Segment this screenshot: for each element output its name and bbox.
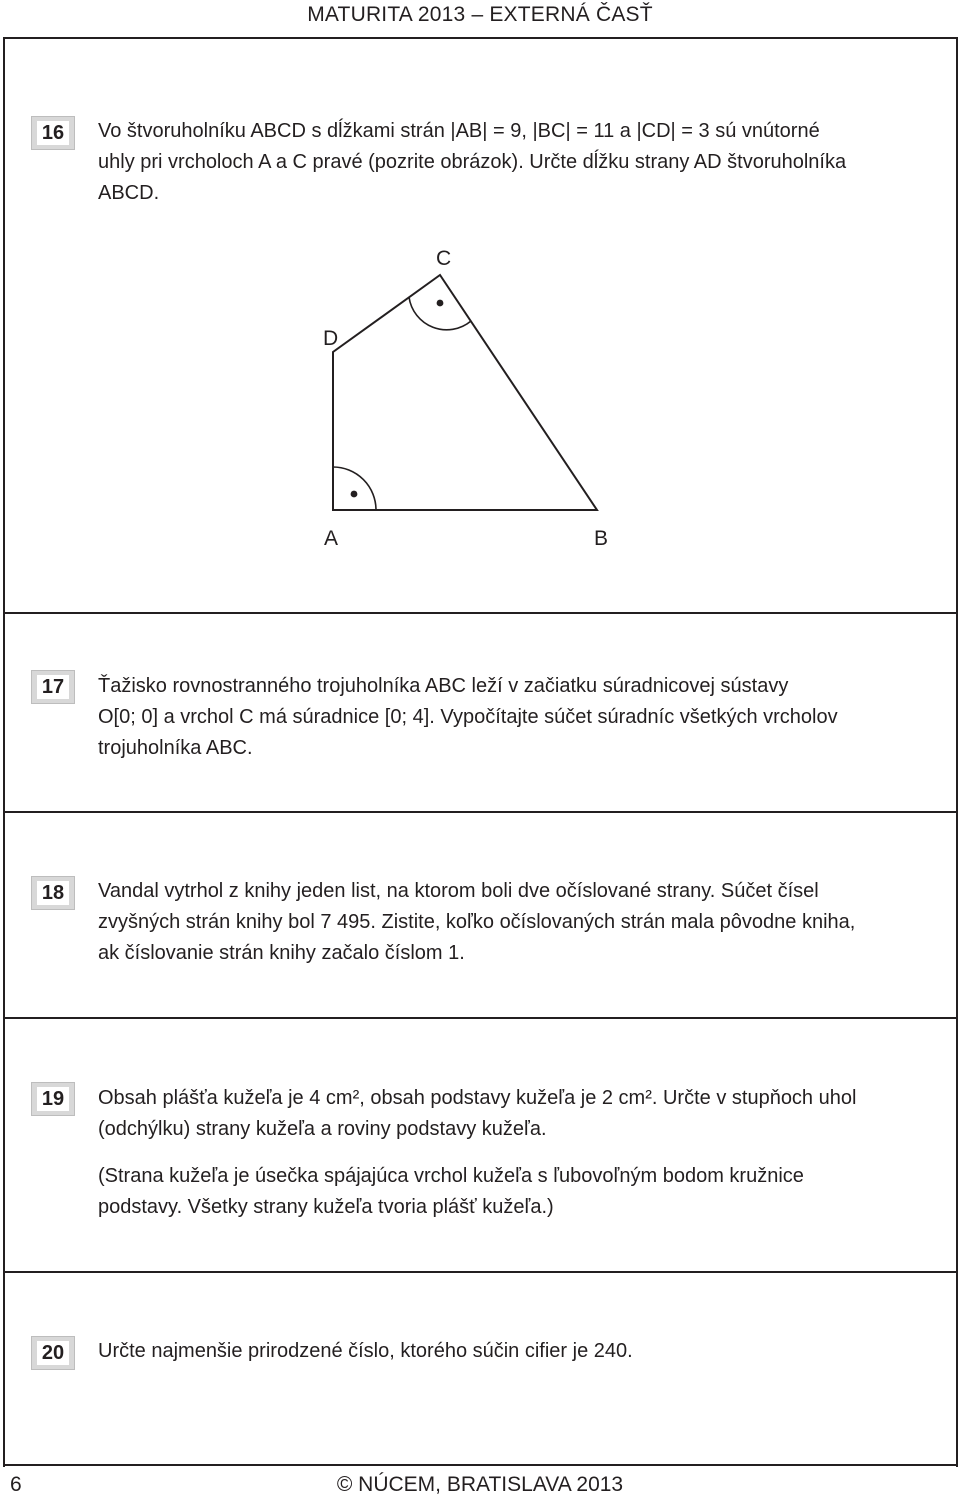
quadrilateral-abcd xyxy=(333,275,597,510)
footer-copyright: © NÚCEM, BRATISLAVA 2013 xyxy=(336,1473,624,1496)
question-line: zvyšných strán knihy bol 7 495. Zistite, koľko očíslovaných strán mala pôvodne kniha, xyxy=(98,911,856,933)
section-divider xyxy=(3,612,958,614)
vertex-label-b: B xyxy=(594,527,609,550)
question-number-label: 19 xyxy=(37,1087,69,1111)
question-line: Obsah plášťa kužeľa je 4 cm², obsah podstavy kužeľa je 2 cm². Určte v stupňoch uhol xyxy=(98,1087,857,1109)
question-19-text xyxy=(98,1083,918,1223)
question-17-text xyxy=(98,671,918,764)
question-line: Vandal vytrhol z knihy jeden list, na ktorom boli dve očíslované strany. Súčet čísel xyxy=(98,880,819,902)
right-angle-arc-a xyxy=(333,467,376,510)
question-note-line: (Strana kužeľa je úsečka spájajúca vrchol kužeľa s ľubovoľným bodom kružnice xyxy=(98,1165,804,1187)
question-line: Určte najmenšie prirodzené číslo, ktorého súčin cifier je 240. xyxy=(98,1340,633,1362)
question-number-18 xyxy=(31,876,75,910)
section-divider xyxy=(3,1271,958,1273)
question-line: ABCD. xyxy=(98,182,160,204)
page-number: 6 xyxy=(10,1473,22,1496)
question-line: O[0; 0] a vrchol C má súradnice [0; 4]. Vypočítajte súčet súradníc všetkých vrcholov xyxy=(98,706,838,728)
question-number-label: 17 xyxy=(37,675,69,699)
question-line: uhly pri vrcholoch A a C pravé (pozrite obrázok). Určte dĺžku strany AD štvoruholníka xyxy=(98,151,847,173)
section-divider xyxy=(3,811,958,813)
section-divider xyxy=(3,1464,958,1466)
question-20-text xyxy=(98,1336,918,1367)
vertex-label-a: A xyxy=(324,527,339,550)
question-number-19 xyxy=(31,1082,75,1116)
question-number-label: 20 xyxy=(37,1341,69,1365)
question-line: trojuholníka ABC. xyxy=(98,737,253,759)
vertex-label-d: D xyxy=(323,327,339,350)
question-number-label: 18 xyxy=(37,881,69,905)
quadrilateral-figure xyxy=(0,0,960,612)
page-header: MATURITA 2013 – EXTERNÁ ČASŤ xyxy=(307,3,653,26)
question-line: (odchýlku) strany kužeľa a roviny podstavy kužeľa. xyxy=(98,1118,547,1140)
question-number-label: 16 xyxy=(37,121,69,145)
question-line: ak číslovanie strán knihy začalo číslom 1. xyxy=(98,942,465,964)
question-number-17 xyxy=(31,670,75,704)
question-note-line: podstavy. Všetky strany kužeľa tvoria plášť kužeľa.) xyxy=(98,1196,554,1218)
right-angle-dot-a xyxy=(351,491,358,498)
question-line: Vo štvoruholníku ABCD s dĺžkami strán |AB| = 9, |BC| = 11 a |CD| = 3 sú vnútorné xyxy=(98,120,820,142)
question-number-20 xyxy=(31,1336,75,1370)
vertex-label-c: C xyxy=(436,247,452,270)
question-line: Ťažisko rovnostranného trojuholníka ABC leží v začiatku súradnicovej sústavy xyxy=(98,675,789,697)
right-angle-dot-c xyxy=(437,300,444,307)
section-divider xyxy=(3,1017,958,1019)
question-18-text xyxy=(98,876,918,969)
